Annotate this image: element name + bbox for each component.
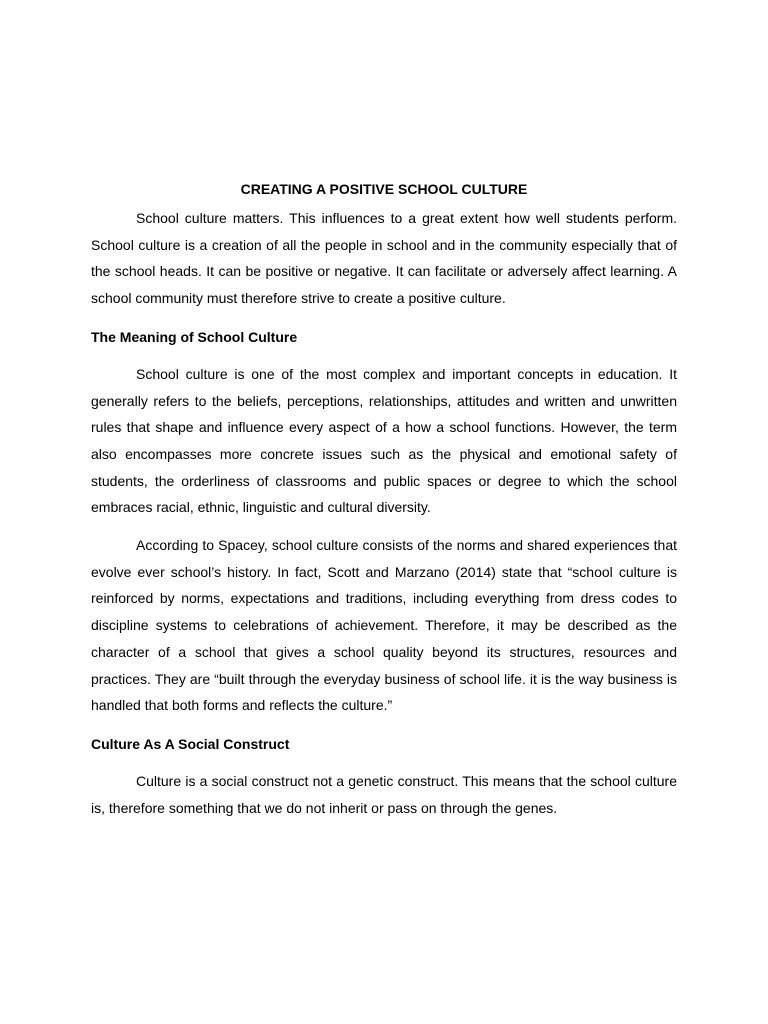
social-construct-paragraph: Culture is a social construct not a genetic construct. This means that the school culture is, therefore something that we do not inherit or pass on through the genes. <box>91 772 677 816</box>
document-body <box>91 178 677 821</box>
meaning-paragraph-2: According to Spacey, school culture consists of the norms and shared experiences that evolve ever school’s history. In fact, Scott and Marzano (2014) state that “school culture is reinforced by norms, expectations and traditions, including everything from dress codes to discipline systems to celebrations of achievement. Therefore, it may be described as the character of a school that gives a school quality beyond its structures, resources and practices. They are “built through the everyday business of school life. it is the way business is handled that both forms and reflects the culture.” <box>91 537 677 714</box>
meaning-paragraph-1: School culture is one of the most complex and important concepts in education. It generally refers to the beliefs, perceptions, relationships, attitudes and written and unwritten rules that shape and influence every aspect of a how a school functions. However, the term also encompasses more concrete issues such as the physical and emotional safety of students, the orderliness of classrooms and public spaces or degree to which the school embraces racial, ethnic, linguistic and cultural diversity. <box>91 365 677 516</box>
section-heading-social-construct: Culture As A Social Construct <box>91 735 290 752</box>
intro-paragraph: School culture matters. This influences to a great extent how well students perform. School culture is a creation of all the people in school and in the community especially that of the school heads. It can be positive or negative. It can facilitate or adversely affect learning. A school community must therefore strive to create a positive culture. <box>91 210 677 307</box>
section-heading-meaning: The Meaning of School Culture <box>91 328 298 345</box>
document-title: CREATING A POSITIVE SCHOOL CULTURE <box>240 181 528 197</box>
